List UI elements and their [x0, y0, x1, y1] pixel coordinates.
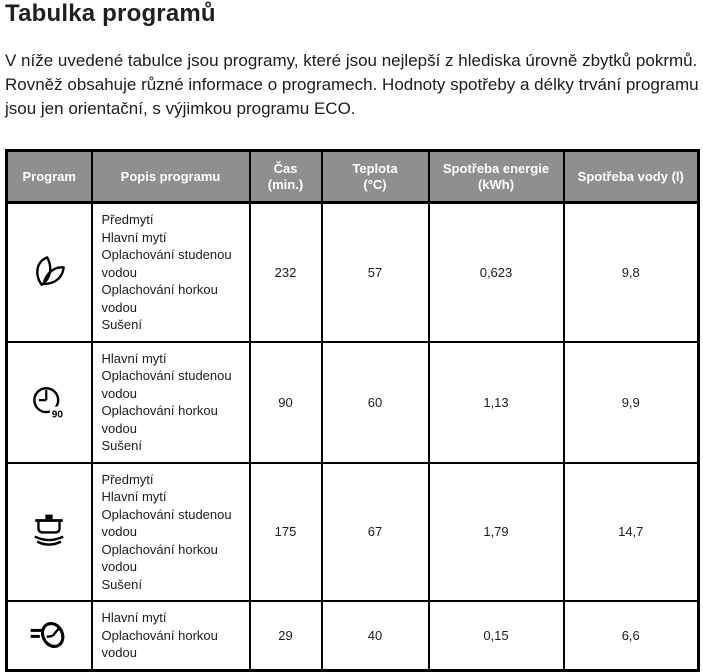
- phase: Oplachování horkou vodou: [101, 627, 218, 660]
- phase: Sušení: [101, 576, 142, 592]
- header-label: Spotřeba energie: [442, 160, 550, 176]
- phase: Sušení: [101, 438, 142, 453]
- phase: Hlavní mytí: [101, 489, 167, 504]
- header-label: Teplota: [352, 160, 398, 176]
- header-description: [92, 151, 250, 203]
- table-row-quick: [7, 601, 699, 670]
- program-description: [92, 203, 250, 342]
- header-row: [7, 151, 699, 203]
- header-label: Popis programu: [120, 168, 221, 184]
- time-value: 175: [250, 463, 322, 602]
- header-energy: Spotřeba energie (kWh): [429, 151, 564, 203]
- program-description: [92, 342, 250, 463]
- water-value: 9,9: [564, 342, 699, 463]
- phase: Oplachování studenou vodou: [101, 368, 232, 401]
- program-icon-cell: [7, 203, 92, 342]
- clock-90-icon: [27, 380, 71, 424]
- phase: Oplachování horkou vodou: [101, 282, 218, 315]
- time-value: 232: [250, 203, 322, 342]
- page-title: Tabulka programů: [5, 0, 216, 27]
- phase: Předmytí: [101, 212, 154, 227]
- table-row-intensive: [7, 463, 699, 602]
- header-label: Čas: [273, 160, 298, 176]
- table-body: [7, 203, 699, 671]
- phase: Oplachování horkou vodou: [101, 541, 218, 574]
- phase: Hlavní mytí: [101, 610, 167, 625]
- water-value: 14,7: [564, 463, 699, 602]
- table-header: [7, 151, 699, 203]
- temperature-value: 57: [322, 203, 429, 342]
- time-value: 90: [250, 342, 322, 463]
- clock-90-label: 90: [52, 409, 64, 421]
- table-row-eco: [7, 203, 699, 342]
- phase: Hlavní mytí: [101, 229, 167, 245]
- header-label: Program: [22, 168, 76, 184]
- temperature-value: 60: [322, 342, 429, 463]
- header-temperature: Teplota (°C): [322, 151, 429, 203]
- intro-paragraph: V níže uvedené tabulce jsou programy, které jsou nejlepší z hlediska úrovně zbytků pokrmů. Rovněž obsahuje různé informace o programech. Hodnoty spotřeby a délky trvání programu jsou jen orientační, s výjimkou programu ECO.: [5, 51, 699, 118]
- energy-value: 1,79: [429, 463, 564, 602]
- program-icon-cell: [7, 601, 92, 670]
- temperature-value: 40: [322, 601, 429, 670]
- program-icon-cell: [7, 342, 92, 463]
- header-program: [7, 151, 92, 203]
- water-value: 6,6: [564, 601, 699, 670]
- intensive-pot-icon: [27, 510, 71, 554]
- temperature-value: 67: [322, 463, 429, 602]
- energy-value: 1,13: [429, 342, 564, 463]
- quick-wash-icon: [27, 613, 71, 657]
- eco-leaves-icon: [27, 250, 71, 294]
- phase: Sušení: [101, 317, 142, 332]
- energy-value: 0,623: [429, 203, 564, 342]
- programs-table: [5, 149, 700, 672]
- program-icon-cell: [7, 463, 92, 602]
- phase: Oplachování studenou vodou: [101, 506, 232, 539]
- water-value: 9,8: [564, 203, 699, 342]
- phase: Předmytí: [101, 471, 154, 487]
- phase: Hlavní mytí: [101, 350, 167, 366]
- energy-value: 0,15: [429, 601, 564, 670]
- header-label: Spotřeba vody (l): [577, 168, 684, 184]
- time-value: 29: [250, 601, 322, 670]
- table-row-auto90: [7, 342, 699, 463]
- program-description: [92, 601, 250, 670]
- header-water: [564, 151, 699, 203]
- program-description: [92, 463, 250, 602]
- header-time: Čas (min.): [250, 151, 322, 203]
- phase: Oplachování studenou vodou: [101, 247, 232, 280]
- phase: Oplachování horkou vodou: [101, 403, 218, 436]
